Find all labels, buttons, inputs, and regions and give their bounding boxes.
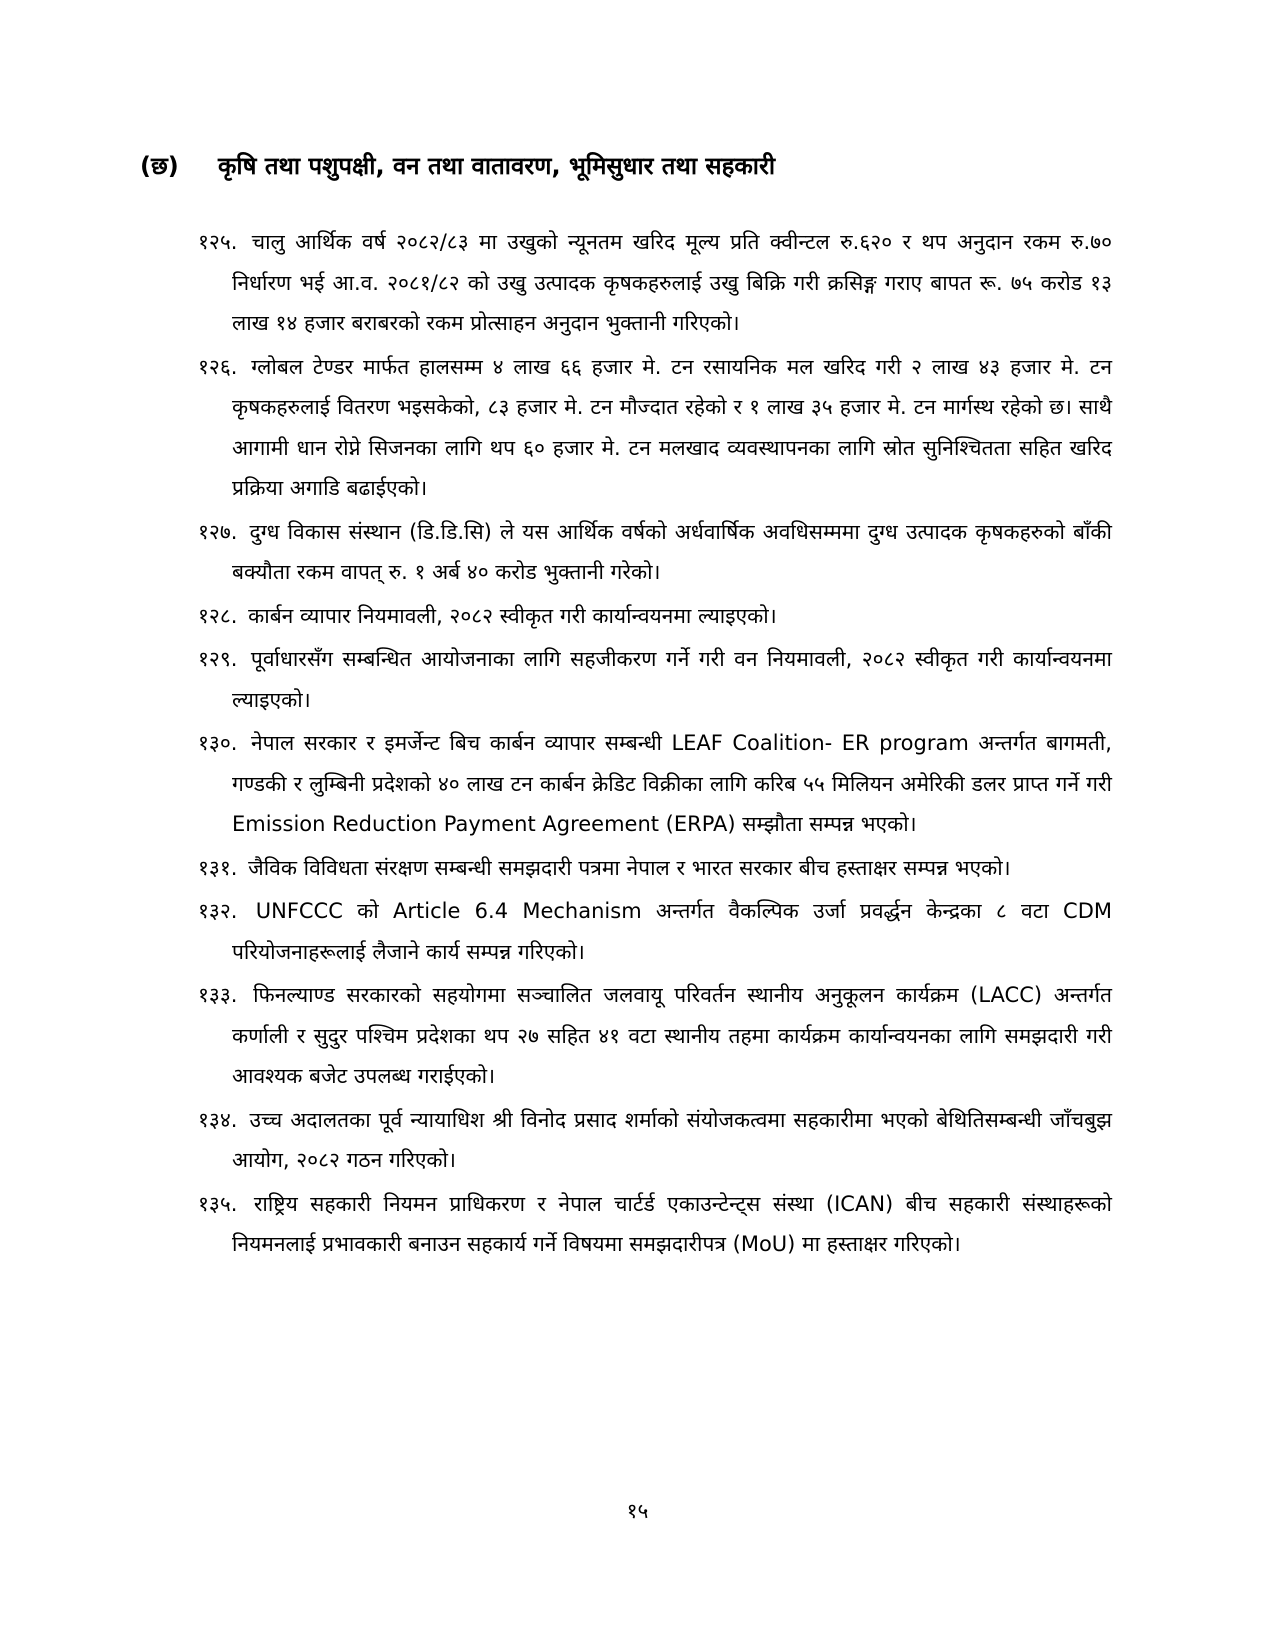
paragraph-number: १३४. bbox=[198, 1107, 238, 1132]
paragraph-number: १३१. bbox=[198, 855, 238, 880]
page-number: १५ bbox=[626, 1499, 649, 1523]
paragraph-item bbox=[198, 596, 1112, 637]
paragraph-item bbox=[198, 723, 1112, 845]
paragraph-number: १३३. bbox=[198, 983, 238, 1007]
paragraph-text: राष्ट्रिय सहकारी नियमन प्राधिकरण र नेपाल चार्टर्ड एकाउन्टेन्ट्स संस्था (ICAN) बीच सहकारी संस्थाहरूको नियमनलाई प्रभावकारी बनाउन सहकार्य गर्ने विषयमा समझदारीपत्र (MoU) मा हस्ताक्षर गरिएको। bbox=[232, 1191, 1112, 1256]
section-heading bbox=[140, 148, 1140, 184]
paragraph-item bbox=[198, 891, 1112, 972]
paragraph-item bbox=[198, 222, 1112, 344]
section-number: (छ) bbox=[140, 152, 179, 180]
paragraph-number: १३२. bbox=[198, 899, 238, 923]
paragraph-text: जैविक विविधता संरक्षण सम्बन्धी समझदारी पत्रमा नेपाल र भारत सरकार बीच हस्ताक्षर सम्पन्न भएको। bbox=[248, 855, 1011, 880]
paragraph-text: उच्च अदालतका पूर्व न्यायाधिश श्री विनोद प्रसाद शर्माको संयोजकत्वमा सहकारीमा भएको बेथितिसम्बन्धी जाँचबुझ आयोग, २०८२ गठन गरिएको। bbox=[232, 1107, 1112, 1172]
paragraph-item bbox=[198, 347, 1112, 509]
paragraph-list bbox=[198, 222, 1112, 1268]
paragraph-number: १२९. bbox=[198, 647, 238, 671]
paragraph-number: १३०. bbox=[198, 731, 238, 755]
paragraph-text: दुग्ध विकास संस्थान (डि.डि.सि) ले यस आर्थिक वर्षको अर्धवार्षिक अवधिसम्ममा दुग्ध उत्पादक कृषकहरुको बाँकी बक्यौता रकम वापत् रु. १ अर्ब ४० करोड भुक्तानी गरेको। bbox=[232, 519, 1112, 584]
paragraph-text: कार्बन व्यापार नियमावली, २०८२ स्वीकृत गरी कार्यान्वयनमा ल्याइएको। bbox=[248, 603, 777, 628]
paragraph-item bbox=[198, 639, 1112, 720]
paragraph-number: १३५. bbox=[198, 1191, 238, 1216]
paragraph-number: १२७. bbox=[198, 519, 238, 544]
paragraph-text: चालु आर्थिक वर्ष २०८२/८३ मा उखुको न्यूनतम खरिद मूल्य प्रति क्वीन्टल रु.६२० र थप अनुदान रकम रु.७० निर्धारण भई आ.व. २०८१/८२ को उखु उत्पादक कृषकहरुलाई उखु बिक्रि गरी क्रसिङ्ग गराए बापत रू. ७५ करोड १३ लाख १४ हजार बराबरको रकम प्रोत्साहन अनुदान भुक्तानी गरिएको। bbox=[232, 230, 1112, 335]
paragraph-text: फिनल्याण्ड सरकारको सहयोगमा सञ्चालित जलवायू परिवर्तन स्थानीय अनुकूलन कार्यक्रम (LACC) अन्तर्गत कर्णाली र सुदुर पश्चिम प्रदेशका थप २७ सहित ४१ वटा स्थानीय तहमा कार्यक्रम कार्यान्वयनका लागि समझदारी गरी आवश्यक बजेट उपलब्ध गराईएको। bbox=[232, 983, 1112, 1088]
paragraph-text: पूर्वाधारसँग सम्बन्धित आयोजनाका लागि सहजीकरण गर्ने गरी वन नियमावली, २०८२ स्वीकृत गरी कार्यान्वयनमा ल्याइएको। bbox=[232, 647, 1112, 712]
paragraph-text: नेपाल सरकार र इमर्जेन्ट बिच कार्बन व्यापार सम्बन्धी LEAF Coalition- ER program अन्तर्गत बागमती, गण्डकी र लुम्बिनी प्रदेशको ४० लाख टन कार्बन क्रेडिट विक्रीका लागि करिब ५५ मिलियन अमेरिकी डलर प्राप्त गर्ने गरी Emission Reduction Payment Agreement (ERPA) सम्झौता सम्पन्न भएको। bbox=[232, 731, 1112, 836]
paragraph-item bbox=[198, 512, 1112, 593]
section-title: कृषि तथा पशुपक्षी, वन तथा वातावरण, भूमिसुधार तथा सहकारी bbox=[218, 152, 776, 180]
paragraph-item bbox=[198, 975, 1112, 1097]
paragraph-item bbox=[198, 848, 1112, 889]
paragraph-number: १२८. bbox=[198, 603, 238, 628]
paragraph-text: UNFCCC को Article 6.4 Mechanism अन्तर्गत वैकल्पिक उर्जा प्रवर्द्धन केन्द्रका ८ वटा CDM परियोजनाहरूलाई लैजाने कार्य सम्पन्न गरिएको। bbox=[232, 899, 1112, 964]
paragraph-number: १२६. bbox=[198, 354, 238, 379]
paragraph-number: १२५. bbox=[198, 230, 238, 254]
paragraph-item bbox=[198, 1184, 1112, 1265]
paragraph-item bbox=[198, 1100, 1112, 1181]
paragraph-text: ग्लोबल टेण्डर मार्फत हालसम्म ४ लाख ६६ हजार मे. टन रसायनिक मल खरिद गरी २ लाख ४३ हजार मे. टन कृषकहरुलाई वितरण भइसकेको, ८३ हजार मे. टन मौज्दात रहेको र १ लाख ३५ हजार मे. टन मार्गस्थ रहेको छ। साथै आगामी धान रोप्ने सिजनका लागि थप ६० हजार मे. टन मलखाद व्यवस्थापनका लागि स्रोत सुनिश्चितता सहित खरिद प्रक्रिया अगाडि बढाईएको। bbox=[232, 354, 1112, 500]
